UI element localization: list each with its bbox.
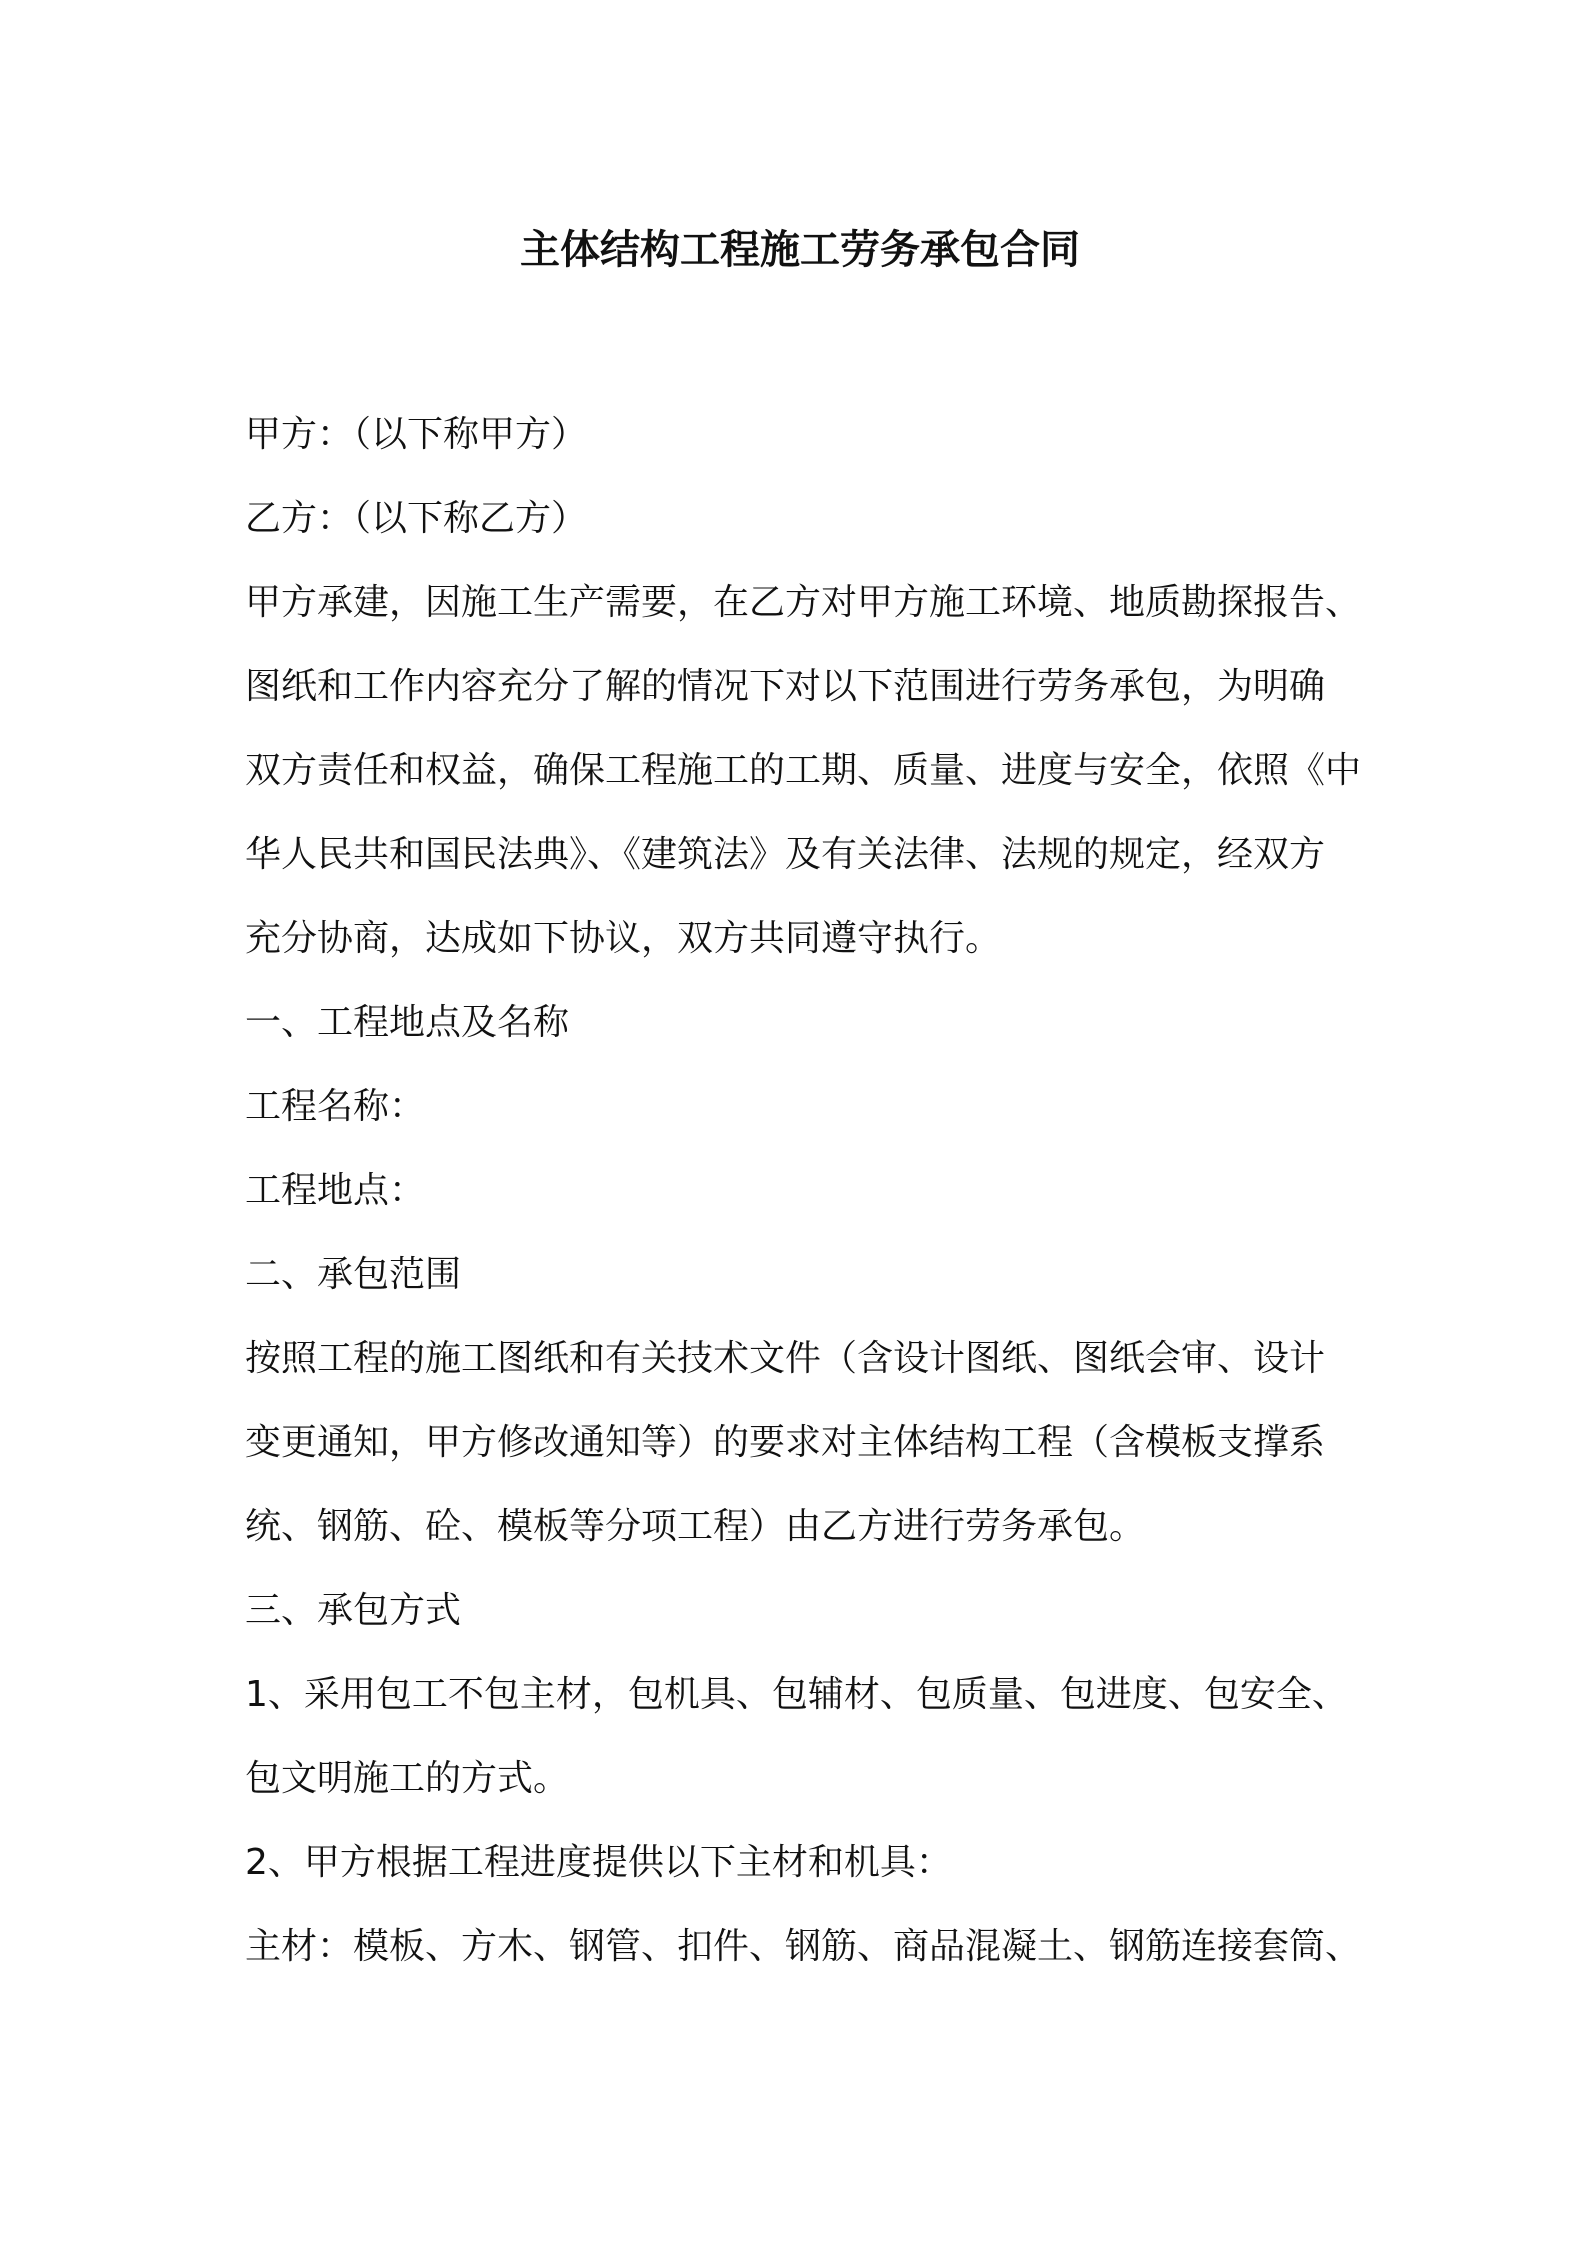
- project-location-label: 工程地点：: [245, 1170, 426, 1211]
- section-project-location: [245, 981, 1375, 1233]
- preamble-line: 图纸和工作内容充分了解的情况下对以下范围进行劳务承包，为明确: [245, 666, 1326, 707]
- party-a-line: 甲方：（以下称甲方）: [245, 414, 588, 455]
- preamble-line: 甲方承建，因施工生产需要，在乙方对甲方施工环境、地质勘探报告、: [245, 582, 1362, 623]
- preamble-line: 充分协商，达成如下协议，双方共同遵守执行。: [245, 918, 1002, 959]
- party-b-line: 乙方：（以下称乙方）: [245, 498, 588, 539]
- preamble-line: 华人民共和国民法典》、《建筑法》及有关法律、法规的规定，经双方: [245, 834, 1326, 875]
- scope-line: 变更通知，甲方修改通知等）的要求对主体结构工程（含模板支撑系: [245, 1422, 1326, 1463]
- main-materials-line: 主材：模板、方木、钢管、扣件、钢筋、商品混凝土、钢筋连接套筒、: [245, 1926, 1362, 1967]
- section-contract-scope: [245, 1233, 1375, 1569]
- method-item-1-line: 1、采用包工不包主材，包机具、包辅材、包质量、包进度、包安全、: [245, 1674, 1348, 1715]
- scope-line: 按照工程的施工图纸和有关技术文件（含设计图纸、图纸会审、设计: [245, 1338, 1326, 1379]
- document-body: [245, 393, 1375, 1989]
- section-heading: 二、承包范围: [245, 1254, 462, 1295]
- method-item-2-line: 2、甲方根据工程进度提供以下主材和机具：: [245, 1842, 952, 1883]
- scope-line: 统、钢筋、砼、模板等分项工程）由乙方进行劳务承包。: [245, 1506, 1146, 1547]
- section-heading: 一、工程地点及名称: [245, 1002, 570, 1043]
- preamble-line: 双方责任和权益，确保工程施工的工期、质量、进度与安全，依照《中: [245, 750, 1362, 791]
- section-contract-method: [245, 1569, 1375, 1989]
- preamble-paragraph: [245, 561, 1375, 981]
- method-item-1-line: 包文明施工的方式。: [245, 1758, 570, 1799]
- document-title: 主体结构工程施工劳务承包合同: [520, 227, 1080, 273]
- project-name-label: 工程名称：: [245, 1086, 426, 1127]
- section-heading: 三、承包方式: [245, 1590, 462, 1631]
